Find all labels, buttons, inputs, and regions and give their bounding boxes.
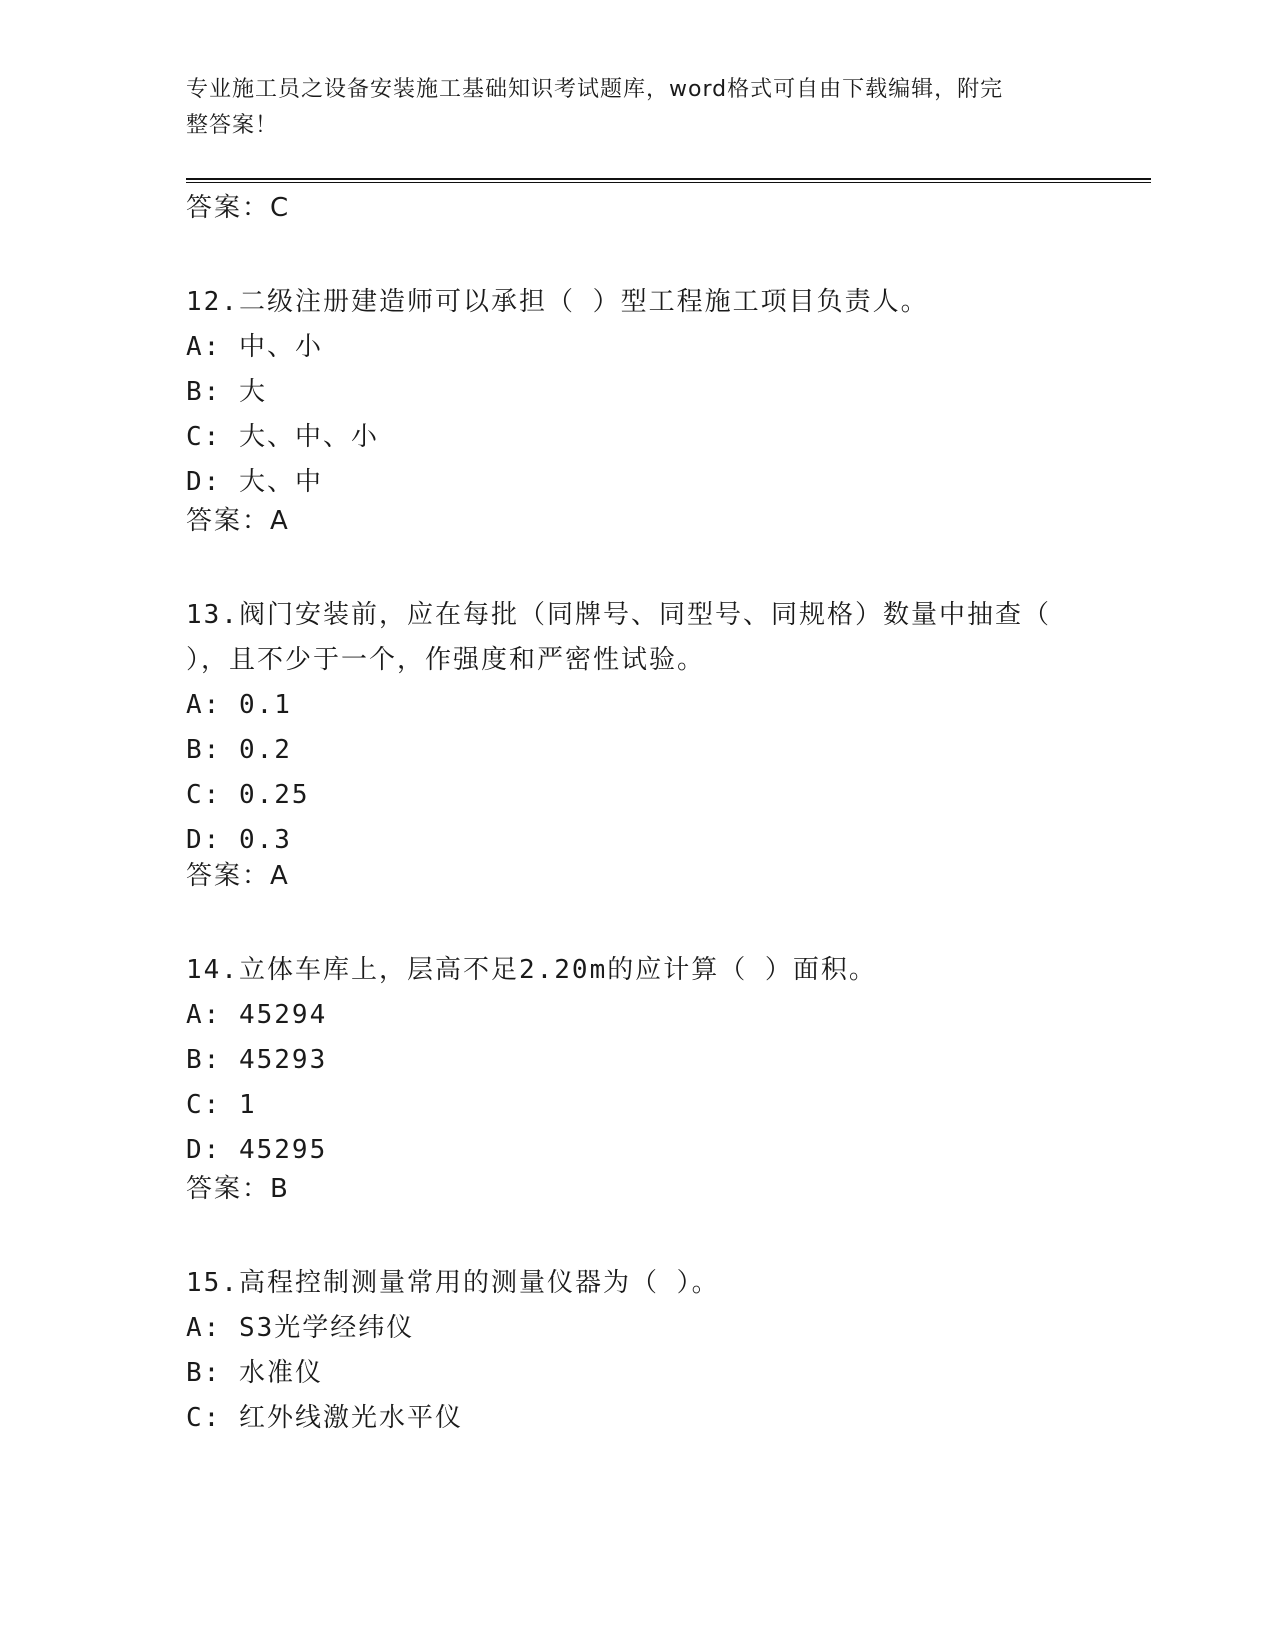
option-c: C: 0.25 bbox=[186, 780, 310, 810]
option-a: A: 45294 bbox=[186, 1000, 328, 1030]
option-b: B: 45293 bbox=[186, 1045, 328, 1075]
answer-14: 答案：B bbox=[186, 1174, 290, 1204]
question-stem-line-2: ），且不少于一个，作强度和严密性试验。 bbox=[186, 645, 706, 675]
header-line-2: 整答案！ bbox=[186, 113, 279, 138]
question-15 bbox=[186, 1261, 1086, 1441]
question-stem: 15.高程控制测量常用的测量仪器为（ ）。 bbox=[186, 1268, 720, 1298]
option-d: D: 大、中 bbox=[186, 467, 323, 497]
question-stem: 12.二级注册建造师可以承担（ ）型工程施工项目负责人。 bbox=[186, 287, 929, 317]
option-d: D: 0.3 bbox=[186, 825, 292, 855]
question-13 bbox=[186, 593, 1086, 863]
answer-12: 答案：A bbox=[186, 506, 290, 536]
option-d: D: 45295 bbox=[186, 1135, 328, 1165]
question-stem-line-1: 13.阀门安装前，应在每批（同牌号、同型号、同规格）数量中抽查（ bbox=[186, 600, 1051, 630]
option-b: B: 大 bbox=[186, 377, 267, 407]
document-header bbox=[186, 72, 1066, 144]
question-14 bbox=[186, 948, 1086, 1173]
option-c: C: 红外线激光水平仪 bbox=[186, 1403, 463, 1433]
question-stem: 14.立体车库上，层高不足2.20m的应计算（ ）面积。 bbox=[186, 955, 877, 985]
option-a: A: S3光学经纬仪 bbox=[186, 1313, 415, 1343]
previous-answer: 答案：C bbox=[186, 193, 291, 223]
option-c: C: 1 bbox=[186, 1090, 257, 1120]
answer-13: 答案：A bbox=[186, 861, 290, 891]
option-c: C: 大、中、小 bbox=[186, 422, 379, 452]
header-line-1: 专业施工员之设备安装施工基础知识考试题库，word格式可自由下载编辑，附完 bbox=[186, 77, 1004, 102]
option-a: A: 0.1 bbox=[186, 690, 292, 720]
header-divider bbox=[186, 178, 1151, 183]
option-b: B: 0.2 bbox=[186, 735, 292, 765]
question-12 bbox=[186, 280, 1086, 505]
option-a: A: 中、小 bbox=[186, 332, 323, 362]
option-b: B: 水准仪 bbox=[186, 1358, 323, 1388]
